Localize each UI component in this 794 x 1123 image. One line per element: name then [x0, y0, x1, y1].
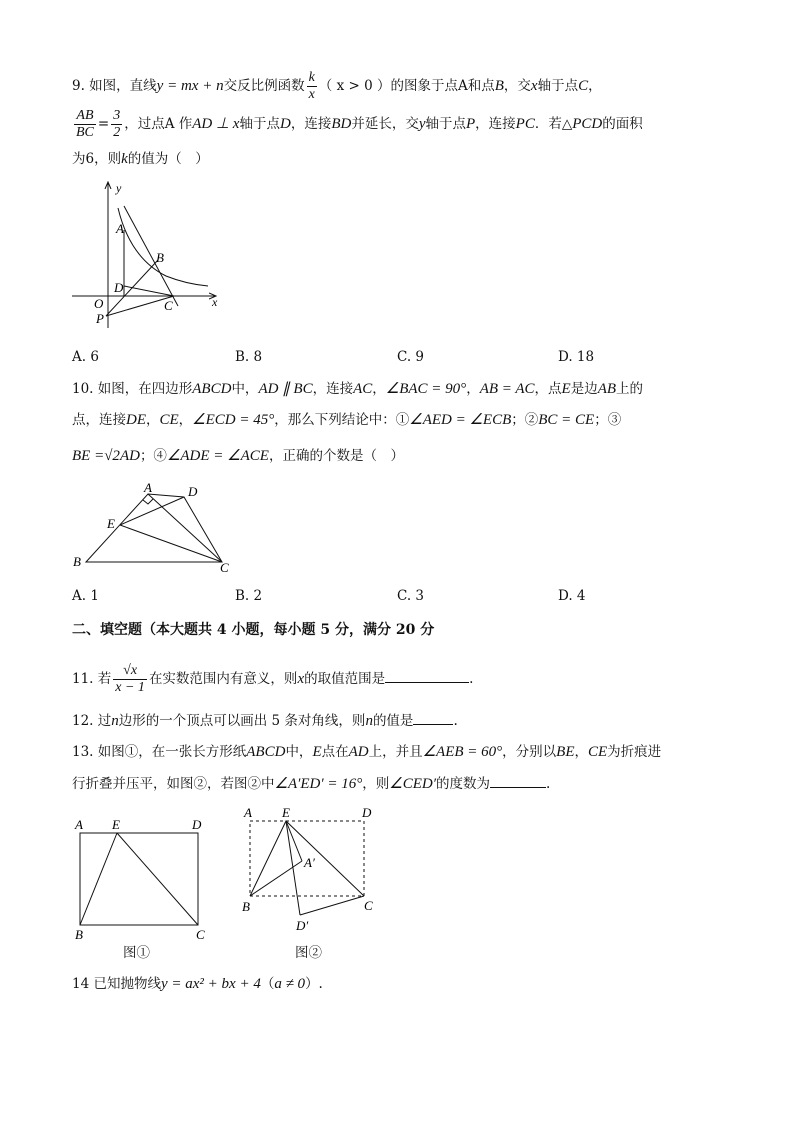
q13-text: 上，并且 [368, 744, 423, 760]
q13-text: 点在 [321, 744, 349, 760]
fig-label-a-prime: A′ [304, 855, 315, 870]
q9-text: 的值为（ ） [127, 151, 209, 167]
fig-label-p: P [96, 311, 104, 326]
q10-math: AB = AC [479, 381, 535, 397]
q13-text: 行折叠并压平，如图②，若图②中 [72, 776, 275, 792]
q10-math: CE [159, 412, 179, 428]
fig-label-c: C [164, 298, 173, 313]
q9-text: 并延长，交 [351, 116, 419, 132]
q10-text: 10. 如图，在四边形 [72, 381, 193, 397]
q14-equation: y = ax² + bx + 4 [160, 976, 261, 992]
fig-label-c: C [220, 560, 229, 575]
q9-text: ，连接 [475, 116, 516, 132]
q11-text: 11. 若 [72, 671, 112, 687]
segment-ce [120, 525, 222, 562]
q10-text: ， [178, 412, 193, 428]
figure-1-caption: 图① [123, 945, 150, 961]
q9-text: 轴于点 [537, 78, 579, 94]
q10-text: ；③ [594, 412, 622, 428]
segment-dc [124, 286, 174, 296]
fraction-denominator: x − 1 [115, 680, 145, 695]
q14-text: ）. [305, 976, 323, 992]
q10-math: √2 [104, 448, 120, 464]
q9-option-b: B. 8 [235, 349, 263, 365]
q13-math: E [312, 744, 322, 760]
fig-label-e: E [107, 516, 115, 531]
q13-text: 为折痕进 [607, 744, 662, 760]
q14-line [72, 974, 323, 994]
q9-text: 的面积 [602, 116, 643, 132]
q13-text: ，则 [362, 776, 390, 792]
fraction-numerator: √x [113, 663, 147, 680]
fig-label-a: A [144, 480, 152, 495]
q9-text: ，连接 [290, 116, 332, 132]
fraction-denominator: x [308, 87, 315, 102]
q9-point-label: D [279, 116, 291, 132]
q11-var: x [297, 671, 305, 687]
q10-math: BE = [72, 448, 105, 464]
q12-answer-blank[interactable] [413, 710, 453, 725]
q9-point-label: P [466, 116, 476, 132]
q9-text: 为6，则 [72, 151, 122, 167]
fig-label-a: A [244, 805, 252, 820]
figure-2-caption: 图② [295, 945, 322, 961]
q12-var: n [365, 713, 373, 729]
q10-option-b: B. 2 [235, 588, 263, 604]
fig-label-x: x [212, 295, 218, 309]
fig-label-d-prime: D′ [296, 918, 309, 933]
q10-text: ， [372, 381, 386, 397]
q13-text: . [546, 776, 551, 792]
q9-value-fraction [111, 108, 122, 141]
q11-text: 的取值范围是 [304, 671, 386, 687]
q10-math: E [561, 381, 571, 397]
q13-line-2 [72, 773, 550, 794]
q9-var: x [530, 78, 538, 94]
q10-text: 中， [231, 381, 259, 397]
q9-text: ，过点A 作 [124, 116, 193, 132]
q10-text: 点，连接 [72, 412, 126, 428]
q10-line-3 [72, 446, 404, 466]
q9-ratio-fraction [74, 108, 96, 141]
fig-label-d: D [192, 817, 202, 832]
q9-var: k [121, 151, 128, 167]
q10-math: AD ∥ BC [258, 381, 313, 397]
fraction-numerator: 3 [113, 108, 121, 123]
q9-line-3 [72, 149, 209, 169]
fig-label-y: y [116, 181, 122, 195]
q10-figure [70, 480, 240, 580]
q13-math: CE [588, 744, 608, 760]
q10-math: AD [119, 448, 140, 464]
q13-math: ∠AEB = 60° [422, 744, 503, 760]
q10-line-1 [72, 379, 643, 399]
q9-option-d: D. 18 [558, 349, 595, 365]
q9-text: （ x > 0 ）的图象于点A和点 [318, 78, 495, 94]
segment-eb [80, 833, 117, 925]
q9-option-a: A. 6 [72, 349, 99, 365]
q10-math: AC [353, 381, 373, 397]
fig-label-o: O [94, 296, 104, 311]
q10-math: AB [597, 381, 617, 397]
q9-line-1 [72, 70, 602, 103]
q13-text: 的度数为 [436, 776, 491, 792]
fig-label-c: C [196, 927, 205, 942]
q9-var: y [418, 116, 426, 132]
segment-ed-prime [286, 821, 300, 915]
q13-text: 13. 如图①，在一张长方形纸 [72, 744, 247, 760]
q9-math: BD [331, 116, 352, 132]
q13-figure-2 [238, 803, 388, 933]
q9-text: 轴于点 [425, 116, 466, 132]
segment-ec [117, 833, 198, 925]
q11-text: . [469, 671, 474, 687]
fig-label-b: B [242, 899, 250, 914]
q10-option-a: A. 1 [72, 588, 99, 604]
q10-math: ∠ECD = 45° [192, 412, 275, 428]
q10-text: ；② [511, 412, 539, 428]
q10-line-2 [72, 410, 621, 430]
q10-option-c: C. 3 [397, 588, 425, 604]
q13-text: 中， [285, 744, 313, 760]
q10-math: ∠AED = ∠ECB [409, 412, 512, 428]
segment-ea-prime [286, 821, 302, 861]
q10-text: ，连接 [312, 381, 354, 397]
q13-text: ， [574, 744, 588, 760]
q9-text: 轴于点 [239, 116, 280, 132]
q13-math: ∠A′ED′ = 16° [274, 776, 363, 792]
q10-option-d: D. 4 [558, 588, 586, 604]
q10-text: ， [146, 412, 160, 428]
q9-k-over-x-fraction [307, 70, 317, 103]
q13-answer-blank[interactable] [490, 773, 546, 788]
q10-text: ；④ [139, 448, 167, 464]
q13-figure-1 [70, 815, 220, 942]
q11-fraction [113, 663, 147, 696]
rectangle-abcd [80, 833, 198, 925]
fig-label-d: D [188, 484, 198, 499]
q10-math: ABCD [192, 381, 232, 397]
q12-text: . [453, 713, 458, 729]
segment-d-prime-c [300, 896, 364, 915]
q9-text: ，交 [503, 78, 531, 94]
q13-text: ，分别以 [502, 744, 557, 760]
fraction-numerator: AB [74, 108, 96, 125]
q13-math: ∠CED′ [389, 776, 437, 792]
q13-line-1 [72, 742, 661, 762]
q9-option-c: C. 9 [397, 349, 425, 365]
fraction-denominator: 2 [113, 125, 121, 140]
q9-text: 9. 如图，直线 [72, 78, 157, 94]
q9-text: ， [588, 78, 602, 94]
fig-label-b: B [75, 927, 83, 942]
right-angle-mark [143, 499, 153, 504]
fig-label-a: A [116, 221, 124, 236]
q14-text: （ [260, 976, 275, 992]
q10-text: 上的 [616, 381, 644, 397]
q9-math: PC [515, 116, 535, 132]
q10-text: ， [466, 381, 480, 397]
q14-condition: a ≠ 0 [274, 976, 306, 992]
fig-label-e: E [282, 805, 290, 820]
q12-text: 边形的一个顶点可以画出 5 条对角线，则 [118, 713, 366, 729]
q10-text: ，正确的个数是（ ） [268, 448, 404, 464]
q10-math: BC = CE [538, 412, 595, 428]
q10-math: ∠ADE = ∠ACE [166, 448, 269, 464]
q13-math: AD [348, 744, 369, 760]
q11-answer-blank[interactable] [385, 668, 469, 683]
q9-line-2 [72, 108, 643, 141]
q11-text: 在实数范围内有意义，则 [148, 671, 298, 687]
fig-label-e: E [112, 817, 120, 832]
q9-figure [66, 178, 226, 338]
fraction-numerator: k [308, 70, 315, 85]
q12-text: 的值是 [372, 713, 414, 729]
q13-math: BE [556, 744, 575, 760]
q10-text: ，那么下列结论中：① [274, 412, 410, 428]
q12-text: 12. 过 [72, 713, 112, 729]
q9-math: AD ⊥ x [192, 116, 240, 132]
q12-line [72, 710, 458, 731]
fraction-denominator: BC [76, 125, 94, 140]
fig-label-d: D [114, 280, 124, 295]
fig-label-b: B [156, 250, 164, 265]
q12-var: n [111, 713, 119, 729]
q9-text: 交反比例函数 [223, 78, 305, 94]
q9-math: PCD [572, 116, 603, 132]
q9-point-label: C [578, 78, 589, 94]
q11-line [72, 663, 473, 696]
q9-text: ．若△ [534, 116, 573, 132]
q9-line-equation: y = mx + n [156, 78, 224, 94]
fig-label-d: D [362, 805, 372, 820]
q10-text: ，点 [534, 381, 562, 397]
segment-de [120, 497, 184, 525]
fig-label-b: B [73, 554, 81, 569]
segment-ac [148, 494, 222, 562]
q13-math: ABCD [246, 744, 286, 760]
q14-text: 14 已知抛物线 [72, 976, 161, 992]
q9-point-label: B [494, 78, 504, 94]
q10-math: ∠BAC = 90° [385, 381, 467, 397]
q10-text: 是边 [570, 381, 598, 397]
section-heading: 二、填空题（本大题共 4 小题，每小题 5 分，满分 20 分 [72, 622, 435, 638]
q9-equals: = [97, 116, 110, 132]
q10-math: DE [126, 412, 146, 428]
fig-label-a: A [75, 817, 83, 832]
fig-label-c: C [364, 898, 373, 913]
